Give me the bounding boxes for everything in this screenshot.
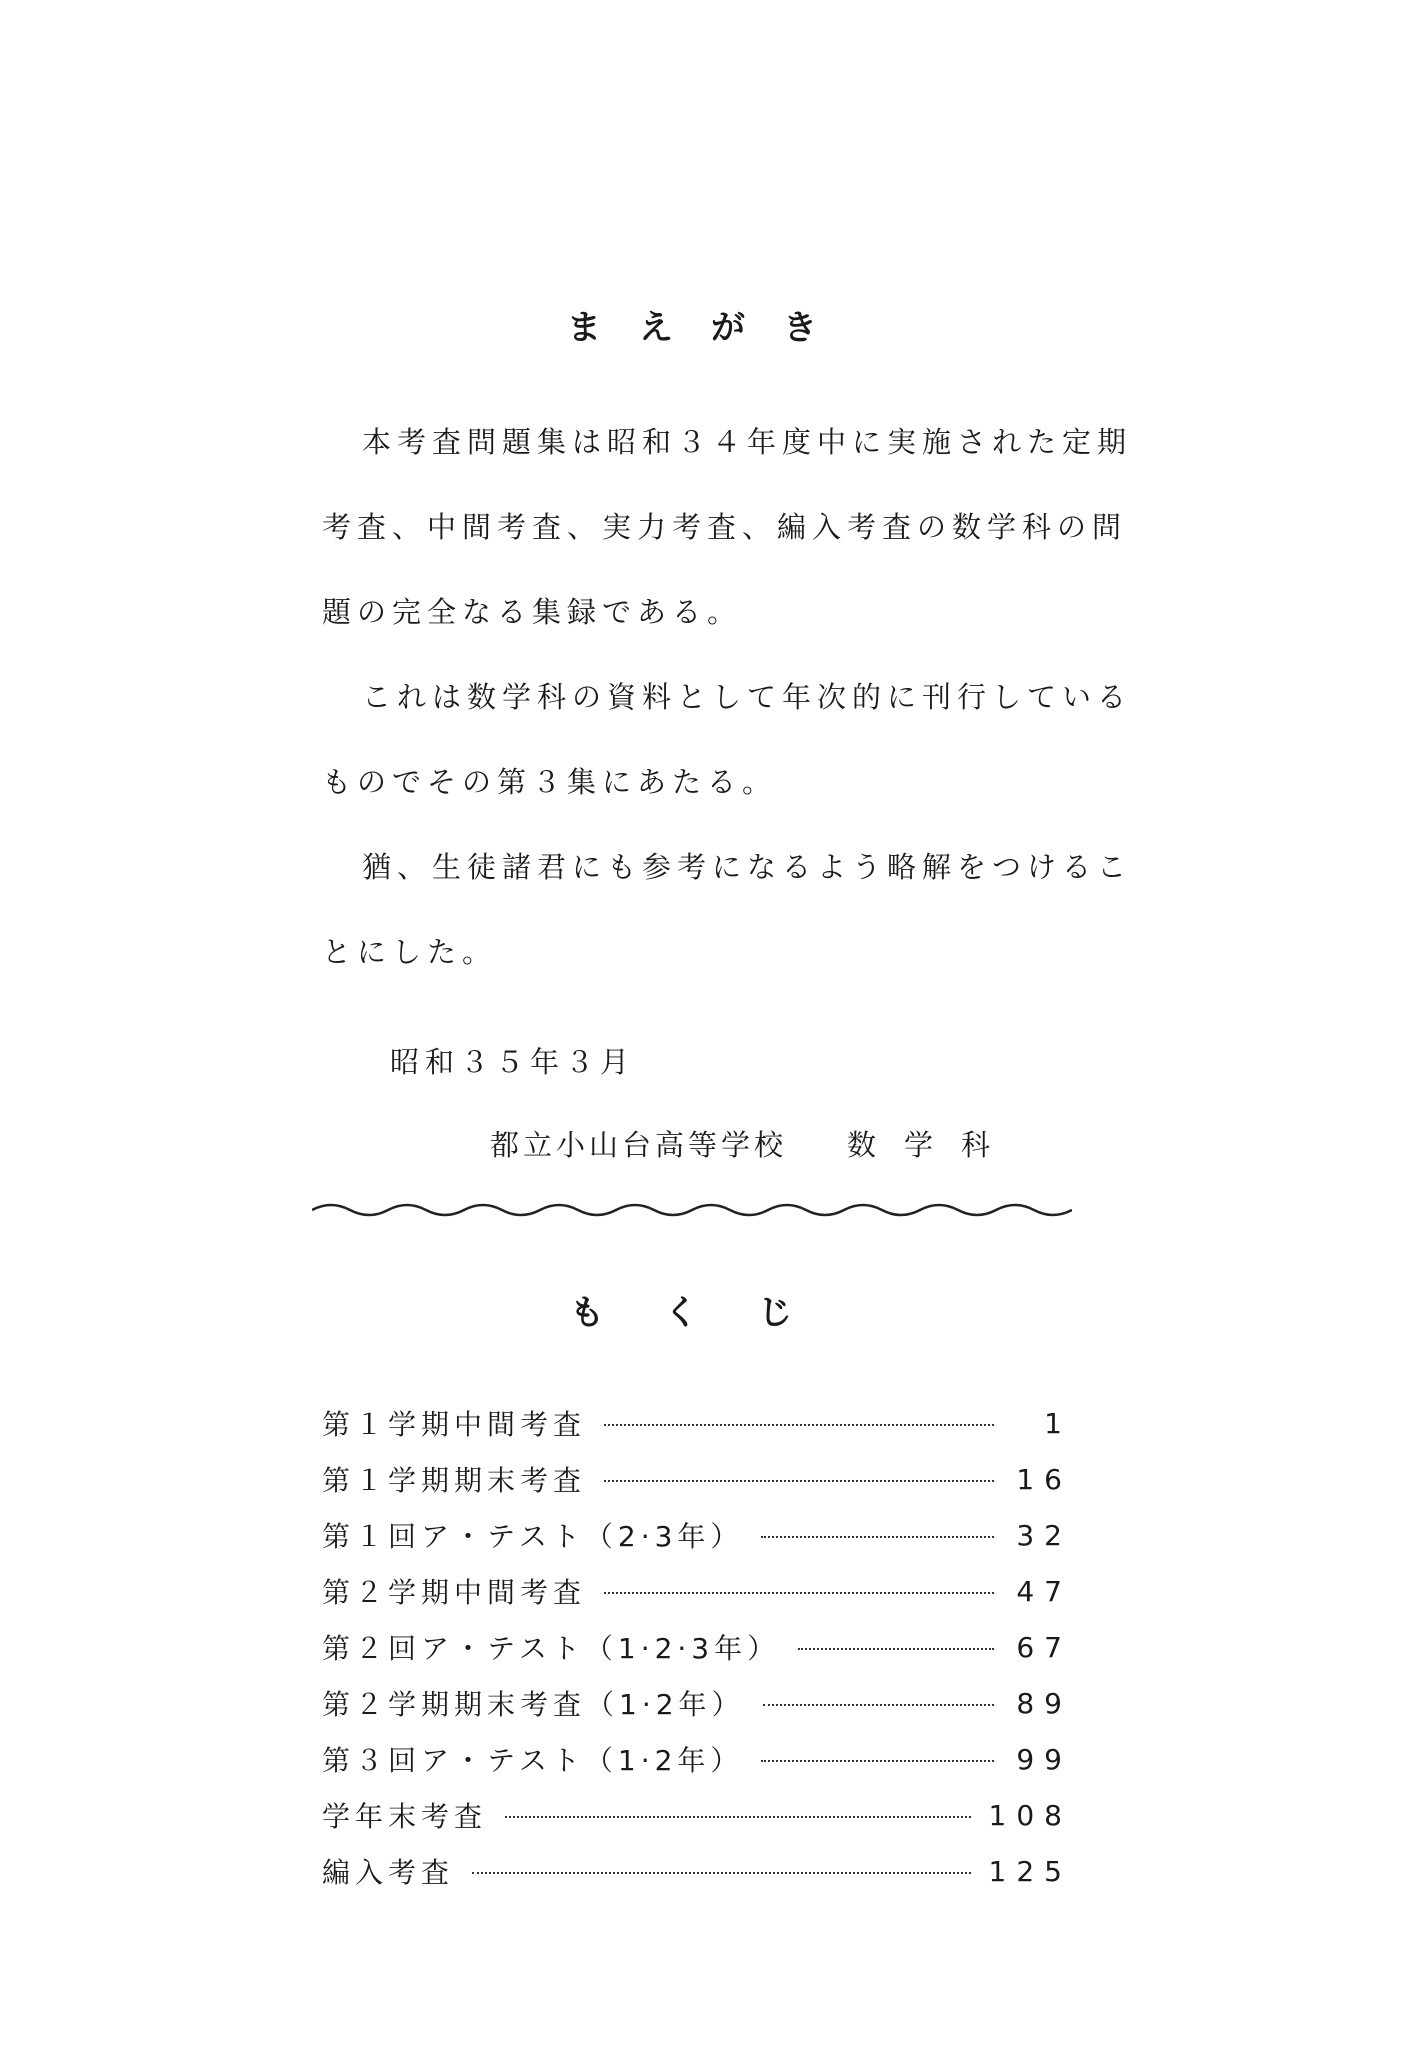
- toc-entry-page: 99: [1016, 1742, 1072, 1776]
- toc-leader-dots: [604, 1480, 994, 1482]
- toc-entry[interactable]: [322, 1675, 1072, 1731]
- toc-entry-title: 第３回ア・テスト（1·2年）: [322, 1744, 744, 1777]
- toc-entry-title: 編入考査: [322, 1856, 455, 1889]
- toc-heading: もくじ: [570, 1293, 852, 1333]
- preface-line: 本考査問題集は昭和３４年度中に実施された定期: [362, 425, 1133, 459]
- toc-entry-title: 学年末考査: [322, 1800, 488, 1833]
- toc-entry[interactable]: [322, 1843, 1072, 1899]
- toc-entry-page: 89: [1016, 1686, 1072, 1720]
- wavy-divider: [312, 1195, 1072, 1225]
- preface-date: 昭和３５年３月: [390, 1045, 636, 1079]
- table-of-contents: [322, 1395, 1072, 1899]
- toc-entry-title: 第１学期期末考査: [322, 1464, 587, 1497]
- toc-entry[interactable]: [322, 1395, 1072, 1451]
- toc-entry-page: 1: [1044, 1406, 1072, 1440]
- toc-entry-page: 67: [1016, 1630, 1072, 1664]
- preface-line: これは数学科の資料として年次的に刊行している: [362, 680, 1133, 714]
- toc-entry-title: 第１回ア・テスト（2·3年）: [322, 1520, 744, 1553]
- signature: [490, 1123, 1018, 1164]
- toc-entry-title: 第２学期中間考査: [322, 1576, 587, 1609]
- toc-entry-page: 47: [1016, 1574, 1072, 1608]
- toc-leader-dots: [472, 1872, 971, 1874]
- toc-entry-page: 108: [988, 1798, 1072, 1832]
- toc-leader-dots: [763, 1704, 994, 1706]
- preface-line: 猶、生徒諸君にも参考になるよう略解をつけるこ: [362, 850, 1133, 884]
- toc-leader-dots: [604, 1424, 994, 1426]
- preface-line: ものでその第３集にあたる。: [322, 765, 778, 799]
- toc-entry-title: 第２学期期末考査（1·2年）: [322, 1688, 745, 1721]
- toc-leader-dots: [798, 1648, 994, 1650]
- preface-line: とにした。: [322, 935, 498, 969]
- toc-entry-title: 第１学期中間考査: [322, 1408, 587, 1441]
- toc-entry[interactable]: [322, 1619, 1072, 1675]
- department-name: 数学科: [847, 1128, 1019, 1162]
- toc-leader-dots: [505, 1816, 971, 1818]
- toc-entry[interactable]: [322, 1563, 1072, 1619]
- toc-leader-dots: [761, 1536, 994, 1538]
- preface-line: 題の完全なる集録である。: [322, 595, 743, 629]
- school-name: 都立小山台高等学校: [490, 1128, 788, 1162]
- toc-entry[interactable]: [322, 1731, 1072, 1787]
- toc-entry-page: 32: [1016, 1518, 1072, 1552]
- preface-heading: まえがき: [567, 308, 855, 348]
- toc-leader-dots: [761, 1760, 994, 1762]
- preface-line: 考査、中間考査、実力考査、編入考査の数学科の問: [322, 510, 1128, 544]
- toc-entry[interactable]: [322, 1451, 1072, 1507]
- toc-entry[interactable]: [322, 1507, 1072, 1563]
- toc-entry-page: 125: [988, 1854, 1072, 1888]
- toc-entry[interactable]: [322, 1787, 1072, 1843]
- toc-entry-page: 16: [1016, 1462, 1072, 1496]
- toc-entry-title: 第２回ア・テスト（1·2·3年）: [322, 1632, 781, 1665]
- toc-leader-dots: [604, 1592, 994, 1594]
